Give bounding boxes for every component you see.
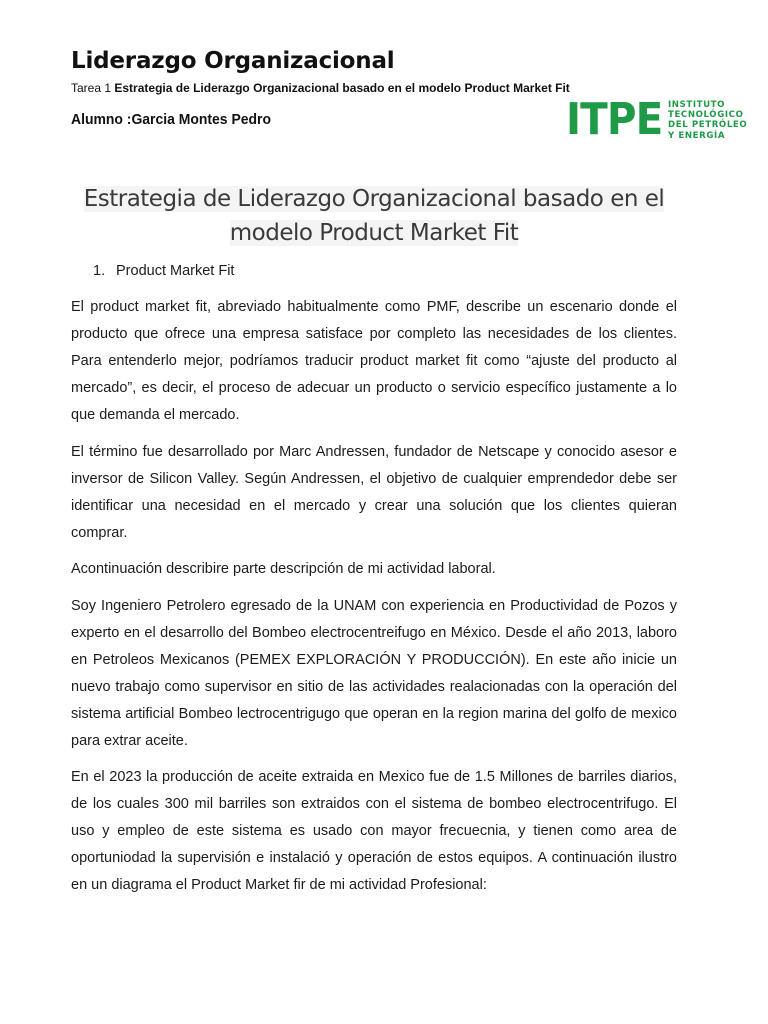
logo-line: INSTITUTO: [668, 100, 726, 110]
paragraph: El término fue desarrollado por Marc Andressen, fundador de Netscape y conocido asesor e inversor de Silicon Valley. Según Andressen, el objetivo de cualquier emprendedor debe ser identificar una necesidad en el mercado y crear una solución que los clientes quieran comprar.: [71, 444, 677, 541]
main-heading: [60, 182, 688, 250]
logo-letters: ITPE: [566, 94, 663, 145]
logo-institution-name: [668, 100, 747, 141]
logo-line: TECNOLÓGICO: [668, 110, 744, 121]
list-item: [93, 263, 234, 279]
task-prefix: Tarea 1: [71, 81, 112, 95]
paragraph: El product market fit, abreviado habitualmente como PMF, describe un escenario donde el producto que ofrece una empresa satisface por completo las necesidades de los clientes. Para entenderlo mejor, podríamos traducir product market fit como “ajuste del producto al mercado”, es decir, el proceso de adecuar un producto o servicio específico justamente a lo que demanda el mercado.: [71, 299, 677, 423]
heading-line-2: modelo Product Market Fit: [229, 220, 519, 246]
list-item-text: Product Market Fit: [116, 263, 235, 279]
task-line: [71, 81, 570, 95]
student-name: Alumno :Garcia Montes Pedro: [71, 111, 271, 128]
paragraph: Soy Ingeniero Petrolero egresado de la UNAM con experiencia en Productividad de Pozos y experto en el desarrollo del Bombeo electrocentreifugo en México. Desde el año 2013, laboro en Petroleos Mexicanos (PEMEX EXPLORACIÓN Y PRODUCCIÓN). En este año inicie un nuevo trabajo como supervisor en sitio de las actividades realacionadas con la operación del sistema artificial Bombeo lectrocentrigugo que operan en la region marina del golfo de mexico para extrar aceite.: [71, 598, 677, 749]
logo-line: DEL PETRÓLEO: [668, 120, 748, 131]
logo-line: Y ENERGÍA: [668, 130, 726, 141]
list-item-number: 1.: [93, 263, 106, 279]
course-title: Liderazgo Organizacional: [71, 48, 395, 74]
paragraph: En el 2023 la producción de aceite extraida en Mexico fue de 1.5 Millones de barriles diarios, de los cuales 300 mil barriles son extraidos con el sistema de bombeo electrocentrifugo. El uso y empleo de este sistema es usado con mayor frecuecnia, y tienen como area de oportuniodad la supervisión e instalació y operación de estos equipos. A continuación ilustro en un diagrama el Product Market fir de mi actividad Profesional:: [71, 769, 677, 893]
itpe-logo: [566, 94, 756, 146]
paragraph: Acontinuación describire parte descripción de mi actividad laboral.: [71, 561, 496, 577]
task-title: Estrategia de Liderazgo Organizacional basado en el modelo Product Market Fit: [114, 81, 570, 95]
heading-line-1: Estrategia de Liderazgo Organizacional basado en el: [83, 186, 665, 212]
